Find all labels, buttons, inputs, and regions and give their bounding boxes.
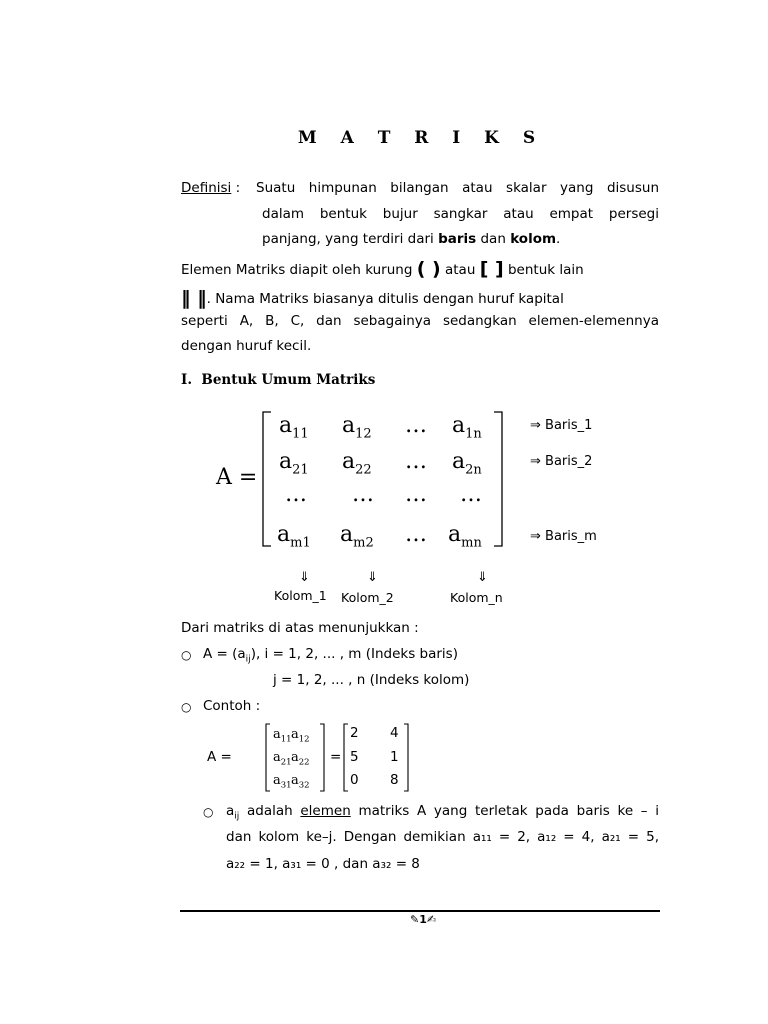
big-matrix-right-bracket: [494, 412, 502, 546]
row-label-baris-m: ⇒ Baris_m: [530, 529, 597, 544]
index-rest: ), i = 1, 2, ... , m (Indeks baris): [250, 646, 458, 662]
matrix-cell: $a_{11}$: [279, 413, 309, 442]
col-label-kolom-n: Kolom_n: [450, 590, 503, 605]
page-title: M A T R I K S: [297, 128, 545, 148]
example-value: 8: [390, 772, 399, 788]
matrix-cell: $a_{22}$: [342, 449, 372, 478]
bracket-symbol: [ ]: [479, 258, 504, 280]
note-sub: ij: [234, 811, 240, 822]
big-matrix-left-bracket: [263, 412, 271, 546]
definition-dan: dan: [480, 231, 506, 247]
example-value: 2: [350, 725, 359, 741]
note-rest: matriks A yang terletak pada baris ke – i: [358, 803, 659, 819]
page-number: ✎1✍: [410, 913, 437, 926]
paragraph-line-3: seperti A, B, C, dan sebagainya sedangkan elemen-elemennya: [181, 313, 659, 329]
definition-term: Definisi: [181, 180, 232, 196]
explain-index-line-1: [203, 646, 458, 665]
example-value: 4: [390, 725, 399, 741]
note-adalah: adalah: [246, 803, 293, 819]
paragraph-text-1: Elemen Matriks diapit oleh kurung: [181, 262, 413, 278]
note-line-2: dan kolom ke–j. Dengan demikian a₁₁ = 2, a₁₂ = 4, a₂₁ = 5,: [226, 829, 659, 845]
example-cell: $a_{12}$: [291, 727, 310, 745]
matrix-cell: $a_{1n}$: [452, 413, 482, 442]
note-line-1: [226, 803, 659, 822]
matrix-cell: $a_{2n}$: [452, 449, 482, 478]
paragraph-atau: atau: [444, 262, 476, 278]
col-label-kolom-2: Kolom_2: [341, 590, 394, 605]
definition-line-1: Suatu himpunan bilangan atau skalar yang disusun: [256, 180, 659, 196]
paragraph-text-2: . Nama Matriks biasanya ditulis dengan huruf kapital: [206, 291, 564, 307]
matrix-cell: …: [285, 482, 307, 507]
example-value: 1: [390, 749, 399, 765]
note-a: a: [226, 803, 235, 819]
index-text: A = (a: [203, 646, 246, 662]
matrix-cell: $a_{12}$: [342, 413, 372, 442]
example-lhs: A =: [207, 749, 232, 765]
note-line-3: a₂₂ = 1, a₃₁ = 0 , dan a₃₂ = 8: [226, 856, 420, 872]
note-elemen: elemen: [300, 803, 351, 819]
definition-colon: :: [235, 180, 241, 196]
explain-intro: Dari matriks di atas menunjukkan :: [181, 620, 419, 636]
example-cell: $a_{22}$: [291, 750, 310, 768]
definition-baris: baris: [438, 231, 477, 247]
example-value: 0: [350, 772, 359, 788]
definition-line-3-text: panjang, yang terdiri dari: [262, 231, 434, 247]
definition-period: .: [556, 231, 561, 247]
example-right-bracket-close: [404, 724, 408, 791]
matrix-cell: …: [405, 482, 427, 507]
matrix-cell: …: [405, 522, 427, 547]
bullet-icon: ○: [181, 700, 192, 714]
matrix-cell: …: [352, 482, 374, 507]
example-right-bracket-open: [344, 724, 348, 791]
explain-contoh: Contoh :: [203, 698, 261, 714]
example-cell: $a_{31}$: [273, 773, 292, 791]
example-cell: $a_{11}$: [273, 727, 292, 745]
definition-kolom: kolom: [510, 231, 557, 247]
down-arrow-icon: ⇓: [299, 570, 310, 585]
col-label-kolom-1: Kolom_1: [274, 588, 327, 603]
paragraph-line-4: dengan huruf kecil.: [181, 338, 312, 354]
example-left-bracket-open: [266, 724, 270, 791]
example-equals: =: [330, 749, 342, 765]
bullet-icon: ○: [203, 805, 214, 819]
matrix-cell: …: [405, 413, 427, 438]
bullet-icon: ○: [181, 648, 192, 662]
down-arrow-icon: ⇓: [367, 570, 378, 585]
example-left-bracket-close: [320, 724, 324, 791]
paren-symbol: ( ): [416, 258, 441, 280]
matrix-cell: $a_{21}$: [279, 449, 309, 478]
matrix-cell: …: [405, 449, 427, 474]
example-cell: $a_{21}$: [273, 750, 292, 768]
down-arrow-icon: ⇓: [477, 570, 488, 585]
row-label-baris-2: ⇒ Baris_2: [530, 454, 593, 469]
norm-symbol: ‖ ‖: [181, 287, 207, 309]
section-title: Bentuk Umum Matriks: [201, 372, 376, 388]
matrix-cell: …: [460, 482, 482, 507]
example-value: 5: [350, 749, 359, 765]
matrix-cell: $a_{m1}$: [277, 522, 311, 551]
index-sub: ij: [245, 654, 251, 665]
explain-index-line-2: j = 1, 2, ... , n (Indeks kolom): [273, 672, 470, 688]
section-number: I.: [181, 372, 193, 388]
matrix-cell: $a_{m2}$: [340, 522, 374, 551]
matrix-cell: $a_{mn}$: [448, 522, 482, 551]
example-cell: $a_{32}$: [291, 773, 310, 791]
row-label-baris-1: ⇒ Baris_1: [530, 418, 593, 433]
definition-line-2: dalam bentuk bujur sangkar atau empat persegi: [262, 206, 659, 222]
paragraph-bentuk-lain: bentuk lain: [507, 262, 584, 278]
big-matrix-lhs: A =: [216, 465, 258, 490]
